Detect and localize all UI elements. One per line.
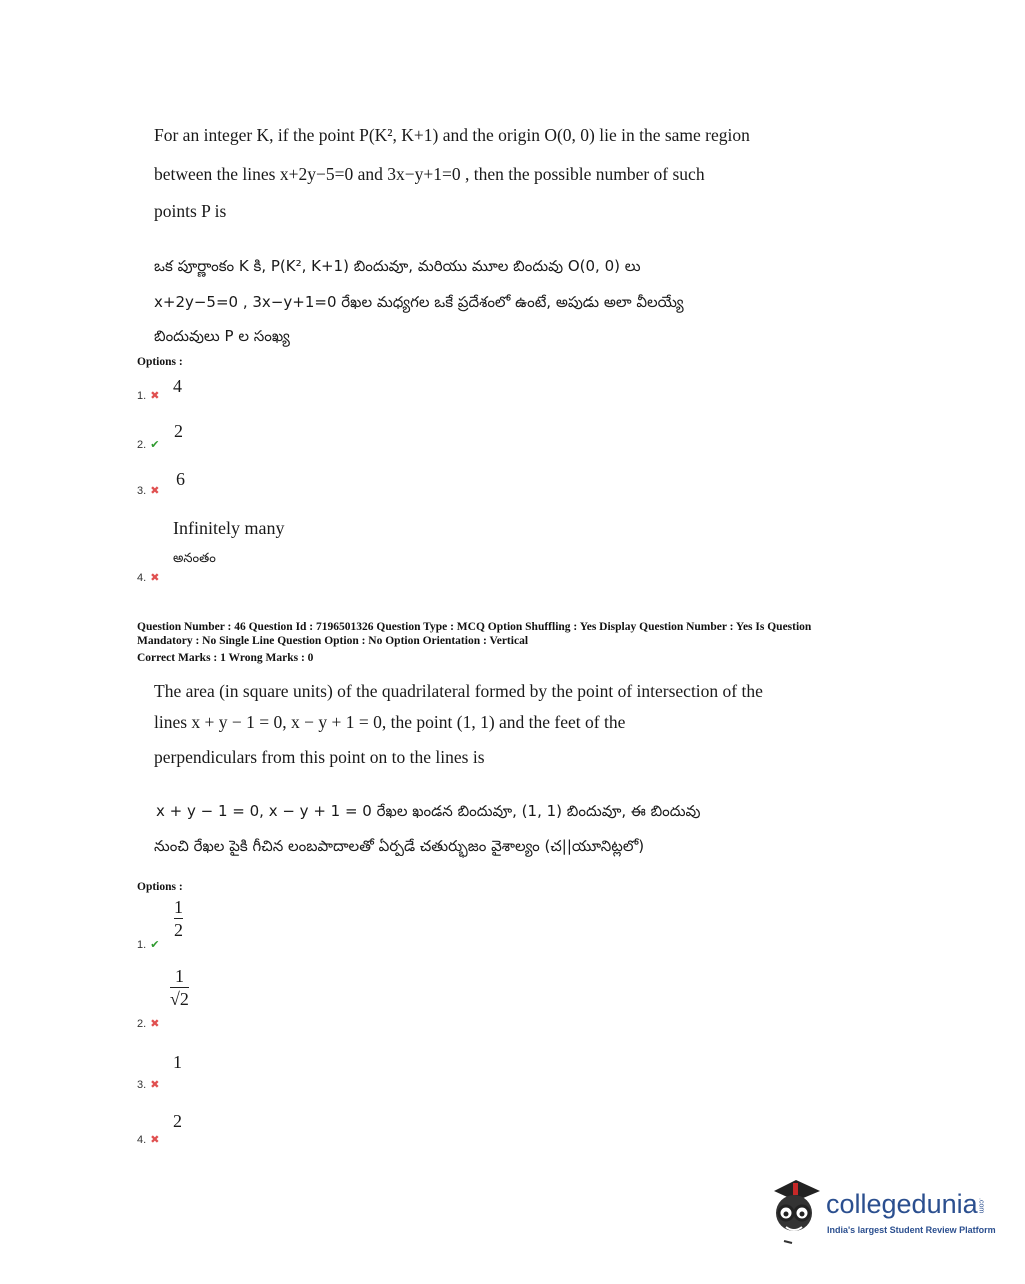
fraction-denominator: 2	[174, 920, 183, 940]
q46-option-3-value: 1	[173, 1052, 182, 1072]
q46-option-1-value	[174, 897, 183, 940]
q45-option-4[interactable]	[137, 568, 159, 586]
q46-option-2[interactable]	[137, 1014, 159, 1032]
q45-option-3-value: 6	[176, 469, 185, 489]
q46-en-line-1: The area (in square units) of the quadrilateral formed by the point of intersection of the	[154, 681, 763, 701]
q45-option-4-value: Infinitely many	[173, 518, 285, 538]
q45-te-line-2: x+2y−5=0 , 3x−y+1=0 రేఖల మధ్యగల ఒకే ప్రదేశంలో ఉంటే, అపుడు అలా వీలయ్యే	[154, 293, 684, 311]
q46-meta-line-2: Mandatory : No Single Line Question Option : No Option Orientation : Vertical	[137, 635, 529, 647]
logo-wordmark	[826, 1189, 985, 1220]
q45-option-2-value: 2	[174, 421, 183, 441]
fraction-numerator: 1	[174, 897, 183, 917]
q45-en-line-2: between the lines x+2y−5=0 and 3x−y+1=0 , then the possible number of such	[154, 164, 705, 184]
wrong-icon: ✖	[150, 389, 160, 402]
q46-option-3[interactable]	[137, 1075, 159, 1093]
q46-option-2-value	[170, 966, 189, 1009]
wrong-icon: ✖	[150, 571, 160, 584]
q46-en-line-2: lines x + y − 1 = 0, x − y + 1 = 0, the point (1, 1) and the feet of the	[154, 712, 626, 732]
fraction	[174, 897, 183, 940]
q45-en-line-3: points P is	[154, 201, 227, 221]
q45-options-label: Options :	[137, 356, 183, 368]
q45-en-line-1: For an integer K, if the point P(K², K+1) and the origin O(0, 0) lie in the same region	[154, 125, 750, 145]
q46-en-line-3: perpendiculars from this point on to the lines is	[154, 747, 485, 767]
q46-option-4[interactable]	[137, 1130, 159, 1148]
option-number: 2.	[137, 439, 147, 451]
q46-options-label: Options :	[137, 881, 183, 893]
q45-option-4-value-te: అనంతం	[173, 551, 216, 566]
check-icon: ✔	[150, 938, 160, 951]
wrong-icon: ✖	[150, 1017, 160, 1030]
q46-meta-line-3: Correct Marks : 1 Wrong Marks : 0	[137, 652, 314, 664]
wrong-icon: ✖	[150, 484, 160, 497]
logo-tagline: India's largest Student Review Platform	[827, 1225, 996, 1235]
fraction-bar	[170, 987, 189, 988]
q45-te-line-3: బిందువులు P ల సంఖ్య	[154, 327, 290, 345]
collegedunia-logo	[766, 1177, 996, 1247]
check-icon: ✔	[150, 438, 160, 451]
wrong-icon: ✖	[150, 1133, 160, 1146]
q45-option-1-value: 4	[173, 376, 182, 396]
q46-option-1[interactable]	[137, 935, 159, 953]
option-number: 1.	[137, 390, 147, 402]
q46-te-line-2: నుంచి రేఖల పైకి గీచిన లంబపాదాలతో ఏర్పడే చతుర్భుజం వైశాల్యం (చ||యూనిట్లలో)	[154, 837, 645, 855]
q45-option-3[interactable]	[137, 481, 159, 499]
q45-option-2[interactable]	[137, 435, 159, 453]
q45-option-1[interactable]	[137, 386, 159, 404]
option-number: 2.	[137, 1018, 147, 1030]
fraction-denominator: √2	[170, 989, 189, 1009]
logo-name: collegedunia	[826, 1189, 978, 1219]
option-number: 4.	[137, 1134, 147, 1146]
q46-te-line-1: x + y − 1 = 0, x − y + 1 = 0 రేఖల ఖండన బిందువూ, (1, 1) బిందువూ, ఈ బిందువు	[156, 802, 701, 820]
q46-meta-line-1: Question Number : 46 Question Id : 7196501326 Question Type : MCQ Option Shuffling : Yes Display Question Number : Yes Is Question	[137, 621, 812, 633]
option-number: 3.	[137, 1079, 147, 1091]
mascot-icon	[766, 1177, 826, 1245]
option-number: 1.	[137, 939, 147, 951]
fraction-bar	[174, 918, 183, 919]
q46-option-4-value: 2	[173, 1111, 182, 1131]
fraction	[170, 966, 189, 1009]
fraction-numerator: 1	[174, 966, 184, 986]
wrong-icon: ✖	[150, 1078, 160, 1091]
option-number: 4.	[137, 572, 147, 584]
q45-te-line-1: ఒక పూర్ణాంకం K కి, P(K², K+1) బిందువూ, మరియు మూల బిందువు O(0, 0) లు	[154, 257, 641, 275]
option-number: 3.	[137, 485, 147, 497]
logo-suffix: .com	[977, 1197, 985, 1213]
